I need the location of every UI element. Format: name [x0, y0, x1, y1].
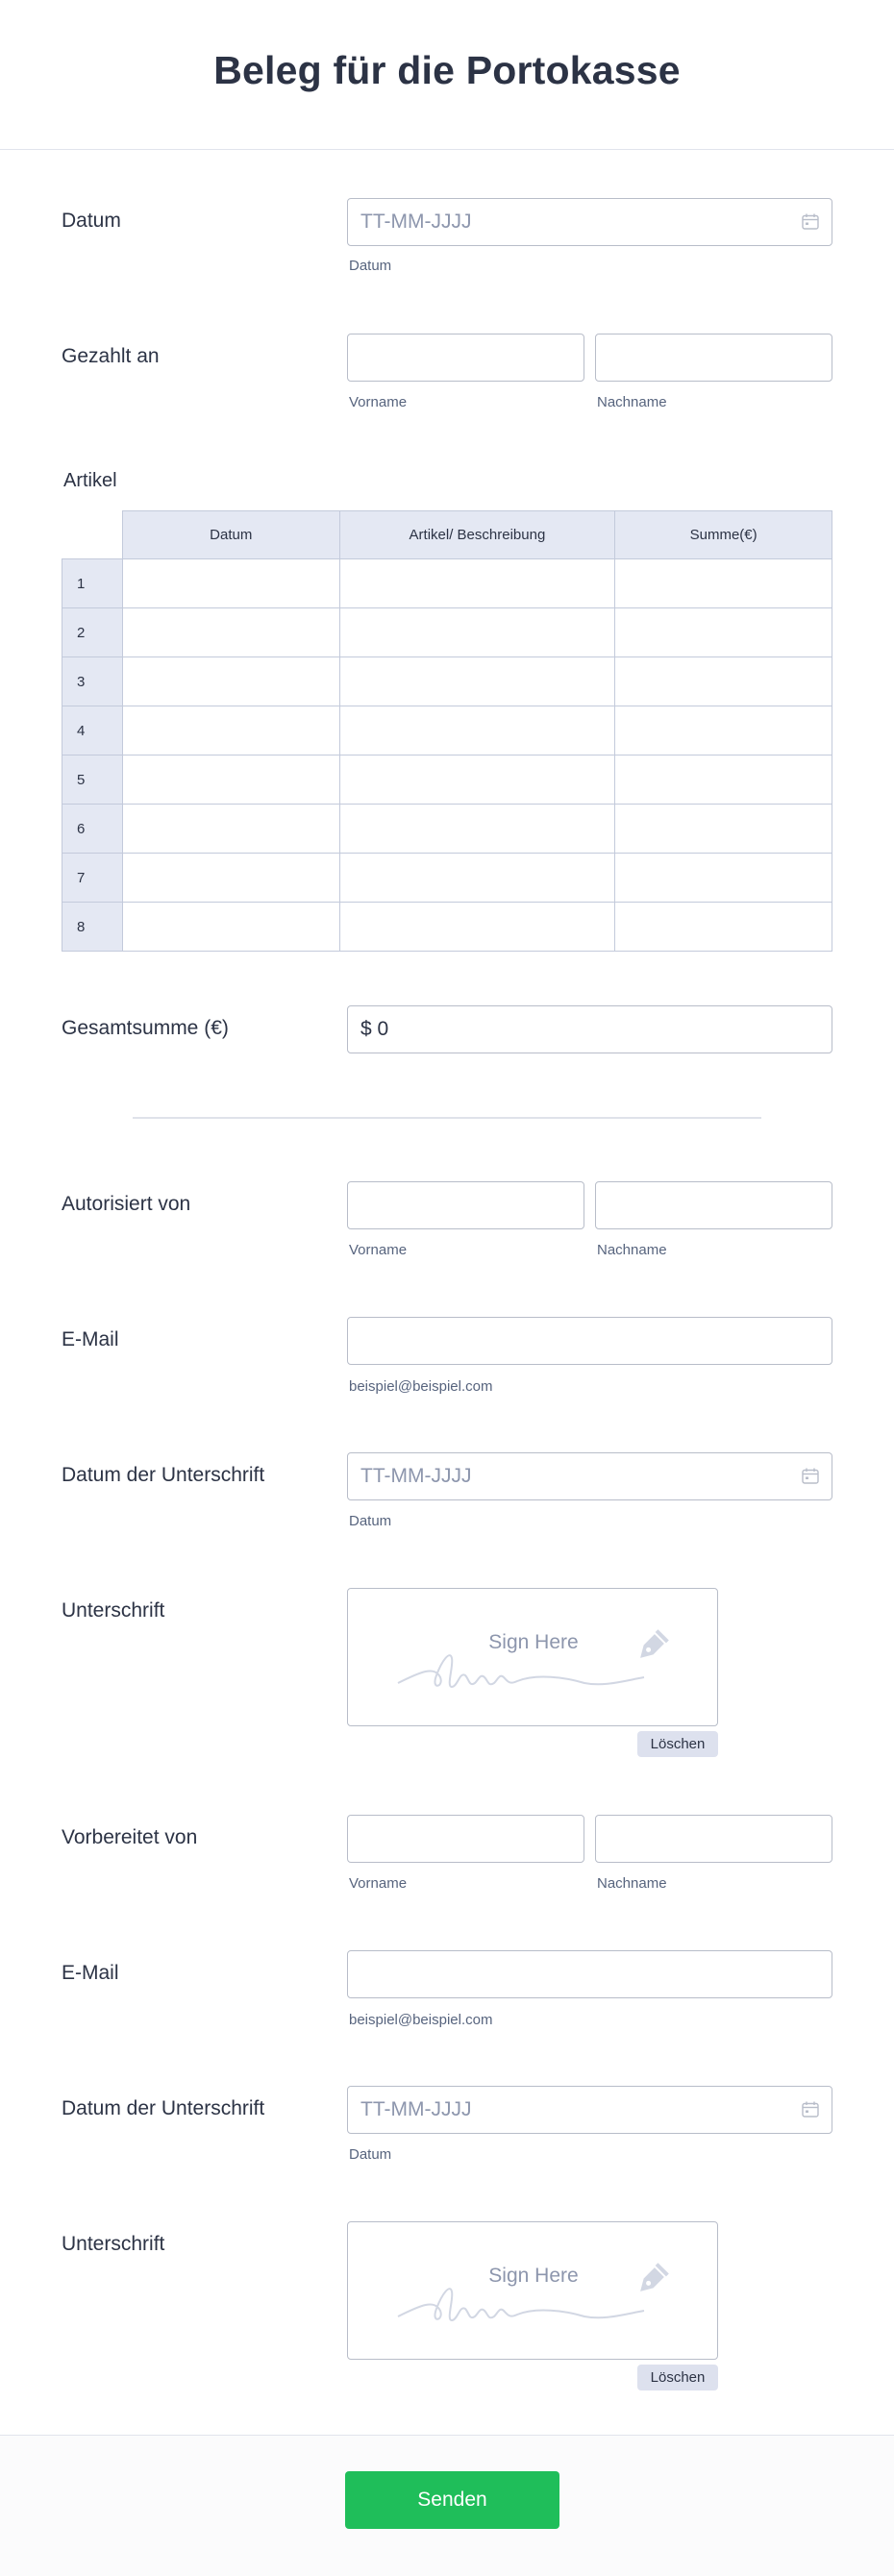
submit-button[interactable]: Senden: [345, 2471, 559, 2529]
table-row: [62, 903, 832, 952]
signature-scribble-icon: [392, 1627, 681, 1704]
table-cell[interactable]: [615, 755, 832, 805]
table-cell[interactable]: [615, 903, 832, 952]
prepared-sign-date-sublabel: Datum: [349, 2146, 392, 2163]
authorized-email-sublabel: beispiel@beispiel.com: [349, 1378, 493, 1395]
form-header: [0, 0, 894, 150]
authorized-sign-date-label: Datum der Unterschrift: [62, 1464, 265, 1486]
calendar-icon[interactable]: [802, 213, 819, 230]
paid-to-first-name-input[interactable]: [347, 334, 584, 382]
prepared-clear-button[interactable]: Löschen: [637, 2365, 718, 2390]
authorized-sign-date-input[interactable]: [347, 1452, 832, 1500]
table-cell[interactable]: [339, 903, 615, 952]
prepared-email-input[interactable]: [347, 1950, 832, 1998]
row-number: 1: [62, 559, 123, 608]
authorized-sign-date-wrap: [347, 1452, 832, 1500]
paid-to-last-name-input[interactable]: [595, 334, 832, 382]
prepared-email-label: E-Mail: [62, 1962, 119, 1984]
section-divider: [133, 1117, 761, 1119]
row-number: 6: [62, 805, 123, 854]
table-row: [62, 805, 832, 854]
authorized-first-sublabel: Vorname: [349, 1242, 408, 1258]
page-title: Beleg für die Portokasse: [213, 48, 681, 92]
items-header-row: [62, 511, 832, 559]
row-number: 3: [62, 657, 123, 706]
column-header-date: Datum: [122, 511, 339, 559]
table-cell[interactable]: [615, 706, 832, 755]
table-cell[interactable]: [339, 805, 615, 854]
table-cell[interactable]: [615, 854, 832, 903]
date-sublabel: Datum: [349, 258, 392, 274]
table-row: [62, 559, 832, 608]
authorized-last-name-input[interactable]: [595, 1181, 832, 1229]
table-cell[interactable]: [122, 854, 339, 903]
prepared-signature-label: Unterschrift: [62, 2233, 165, 2255]
row-number: 2: [62, 608, 123, 657]
table-row: [62, 706, 832, 755]
table-cell[interactable]: [339, 608, 615, 657]
table-cell[interactable]: [615, 608, 832, 657]
authorized-signature-label: Unterschrift: [62, 1599, 165, 1622]
signature-scribble-icon: [392, 2261, 681, 2338]
authorized-first-name-input[interactable]: [347, 1181, 584, 1229]
form-footer: [0, 2435, 894, 2576]
prepared-sign-date-label: Datum der Unterschrift: [62, 2097, 265, 2119]
prepared-sign-date-wrap: [347, 2086, 832, 2134]
paid-to-first-sublabel: Vorname: [349, 394, 408, 410]
authorized-sign-date-sublabel: Datum: [349, 1513, 392, 1529]
table-cell[interactable]: [339, 854, 615, 903]
row-number: 4: [62, 706, 123, 755]
table-cell[interactable]: [615, 657, 832, 706]
prepared-email-sublabel: beispiel@beispiel.com: [349, 2012, 493, 2028]
prepared-last-name-input[interactable]: [595, 1815, 832, 1863]
paid-to-label: Gezahlt an: [62, 345, 160, 367]
authorized-email-label: E-Mail: [62, 1328, 119, 1350]
table-cell[interactable]: [339, 657, 615, 706]
table-row: [62, 657, 832, 706]
table-cell[interactable]: [615, 805, 832, 854]
table-row: [62, 755, 832, 805]
pen-icon: [634, 2263, 668, 2296]
authorized-last-sublabel: Nachname: [597, 1242, 667, 1258]
prepared-first-sublabel: Vorname: [349, 1875, 408, 1892]
row-number: 5: [62, 755, 123, 805]
authorized-email-input[interactable]: [347, 1317, 832, 1365]
authorized-by-label: Autorisiert von: [62, 1193, 191, 1215]
authorized-clear-button[interactable]: Löschen: [637, 1731, 718, 1757]
calendar-icon[interactable]: [802, 2101, 819, 2118]
paid-to-last-sublabel: Nachname: [597, 394, 667, 410]
column-header-description: Artikel/ Beschreibung: [339, 511, 615, 559]
table-row: [62, 608, 832, 657]
table-cell[interactable]: [122, 657, 339, 706]
table-cell[interactable]: [122, 608, 339, 657]
table-cell[interactable]: [122, 805, 339, 854]
row-number: 8: [62, 903, 123, 952]
prepared-by-label: Vorbereitet von: [62, 1826, 198, 1848]
table-cell[interactable]: [339, 559, 615, 608]
table-cell[interactable]: [122, 706, 339, 755]
date-field-wrap: [347, 198, 832, 246]
prepared-signature-pad[interactable]: [347, 2221, 718, 2360]
items-caption: Artikel: [63, 470, 117, 491]
table-cell[interactable]: [122, 903, 339, 952]
pen-icon: [634, 1629, 668, 1663]
prepared-first-name-input[interactable]: [347, 1815, 584, 1863]
items-table: [62, 510, 832, 952]
table-row: [62, 854, 832, 903]
row-number: 7: [62, 854, 123, 903]
table-cell[interactable]: [339, 706, 615, 755]
date-label: Datum: [62, 210, 121, 232]
authorized-signature-pad[interactable]: [347, 1588, 718, 1726]
calendar-icon[interactable]: [802, 1468, 819, 1484]
table-cell[interactable]: [339, 755, 615, 805]
signature-hint: Sign Here: [488, 2265, 579, 2287]
prepared-last-sublabel: Nachname: [597, 1875, 667, 1892]
total-input[interactable]: [347, 1005, 832, 1053]
date-input[interactable]: [347, 198, 832, 246]
table-cell[interactable]: [615, 559, 832, 608]
prepared-sign-date-input[interactable]: [347, 2086, 832, 2134]
table-cell[interactable]: [122, 559, 339, 608]
table-corner: [62, 511, 123, 559]
column-header-sum: Summe(€): [615, 511, 832, 559]
table-cell[interactable]: [122, 755, 339, 805]
total-label: Gesamtsumme (€): [62, 1017, 229, 1039]
signature-hint: Sign Here: [488, 1631, 579, 1653]
